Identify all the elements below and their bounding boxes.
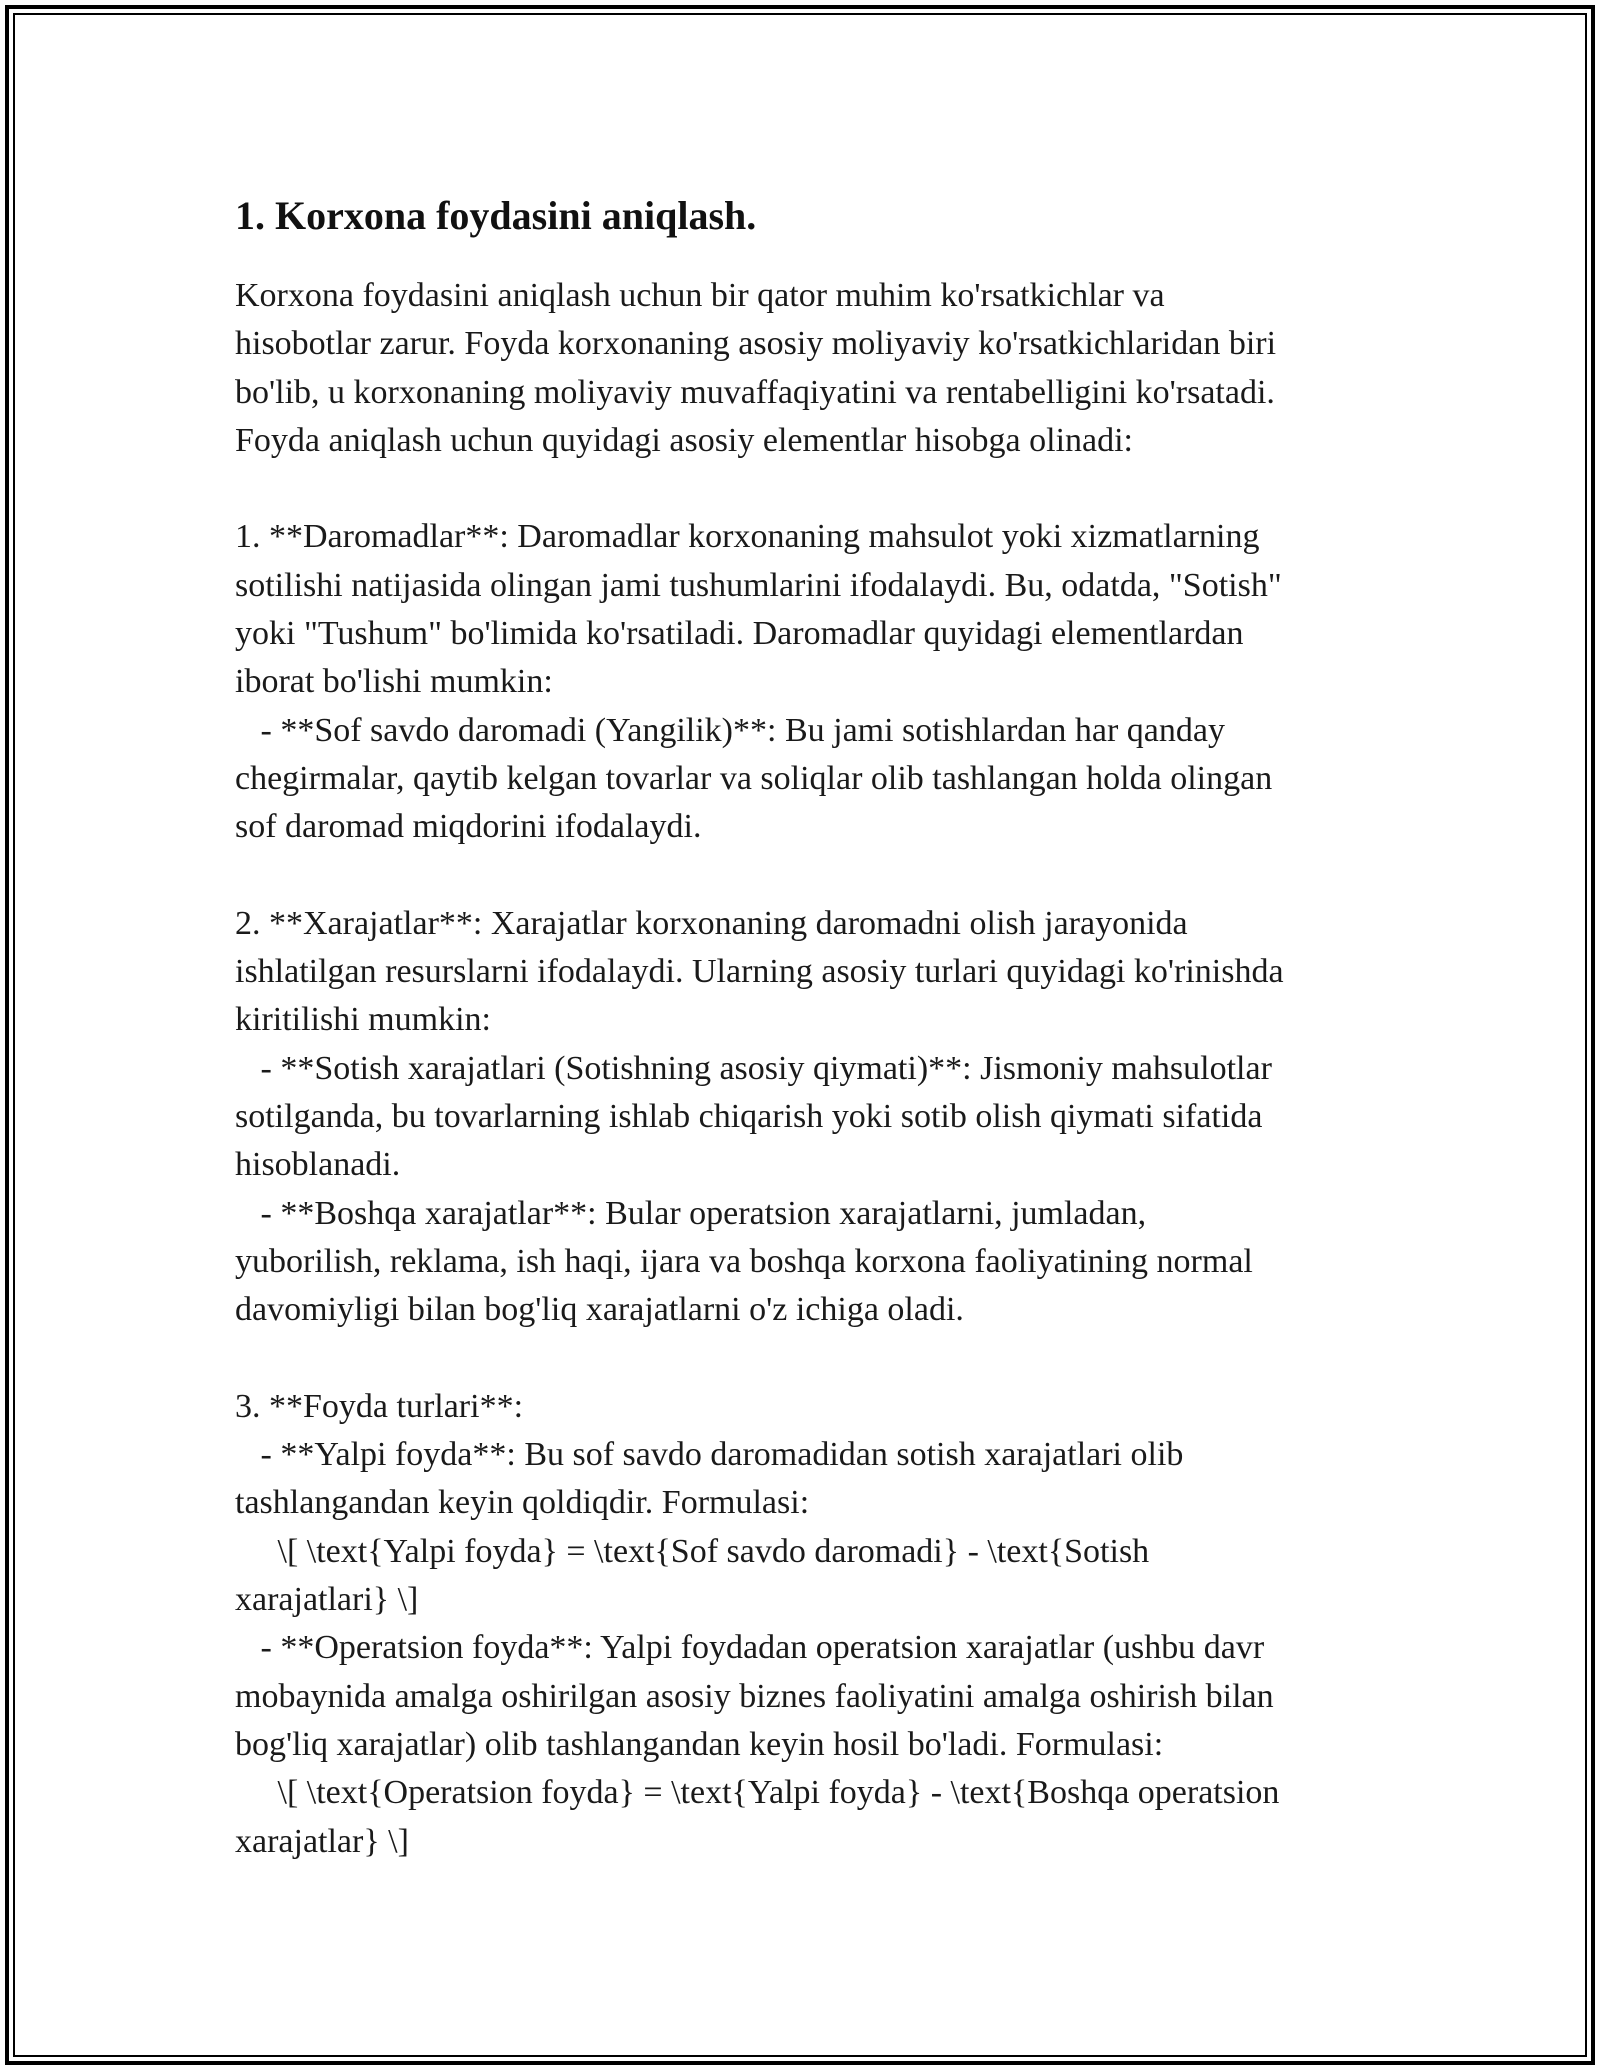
text-line: Korxona foydasini aniqlash uchun bir qator muhim ko'rsatkichlar va	[235, 277, 1165, 314]
text-line: sotilishi natijasida olingan jami tushumlarini ifodalaydi. Bu, odatda, "Sotish"	[235, 566, 1282, 604]
text-line: sof daromad miqdorini ifodalaydi.	[235, 808, 702, 846]
text-line: - **Yalpi foyda**: Bu sof savdo daromadidan sotish xarajatlari olib	[235, 1436, 1184, 1474]
blank-line	[235, 465, 1385, 513]
text-line: xarajatlar} \]	[235, 1822, 409, 1860]
text-line: sotilganda, bu tovarlarning ishlab chiqarish yoki sotib olish qiymati sifatida	[235, 1098, 1263, 1136]
blank-line	[235, 852, 1385, 900]
text-line: hisobotlar zarur. Foyda korxonaning asosiy moliyaviy ko'rsatkichlaridan biri	[235, 325, 1277, 363]
text-line: yuborilish, reklama, ish haqi, ijara va boshqa korxona faoliyatining normal	[235, 1242, 1253, 1280]
text-line: - **Operatsion foyda**: Yalpi foydadan operatsion xarajatlar (ushbu davr	[235, 1629, 1265, 1667]
text-line: davomiyligi bilan bog'liq xarajatlarni o'z ichiga oladi.	[235, 1291, 964, 1329]
text-line: Foyda aniqlash uchun quyidagi asosiy elementlar hisobga olinadi:	[235, 421, 1133, 459]
text-line: 3. **Foyda turlari**:	[235, 1387, 524, 1425]
text-line: \[ \text{Operatsion foyda} = \text{Yalpi foyda} - \text{Boshqa operatsion	[235, 1774, 1280, 1812]
text-line: \[ \text{Yalpi foyda} = \text{Sof savdo daromadi} - \text{Sotish	[235, 1532, 1150, 1570]
text-line: tashlangandan keyin qoldiqdir. Formulasi:	[235, 1484, 810, 1522]
text-line: mobaynida amalga oshirilgan asosiy biznes faoliyatini amalga oshirish bilan	[235, 1677, 1274, 1715]
text-line: - **Sotish xarajatlari (Sotishning asosiy qiymati)**: Jismoniy mahsulotlar	[235, 1049, 1272, 1087]
text-line: ishlatilgan resurslarni ifodalaydi. Ularning asosiy turlari quyidagi ko'rinishda	[235, 953, 1284, 991]
text-line: iborat bo'lishi mumkin:	[235, 663, 553, 701]
section-heading: 1. Korxona foydasini aniqlash.	[235, 193, 757, 238]
text-line: 2. **Xarajatlar**: Xarajatlar korxonaning daromadni olish jarayonida	[235, 904, 1188, 942]
text-line: kiritilishi mumkin:	[235, 1001, 491, 1039]
text-line: 1. **Daromadlar**: Daromadlar korxonaning mahsulot yoki xizmatlarning	[235, 518, 1260, 556]
text-line: bo'lib, u korxonaning moliyaviy muvaffaqiyatini va rentabelligini ko'rsatadi.	[235, 373, 1275, 411]
text-line: xarajatlari} \]	[235, 1581, 419, 1619]
text-line: - **Sof savdo daromadi (Yangilik)**: Bu jami sotishlardan har qanday	[235, 711, 1225, 749]
text-line: hisoblanadi.	[235, 1146, 401, 1184]
text-line: chegirmalar, qaytib kelgan tovarlar va soliqlar olib tashlangan holda olingan	[235, 759, 1273, 797]
document-text	[235, 272, 1385, 1866]
text-line: bog'liq xarajatlar) olib tashlangandan keyin hosil bo'ladi. Formulasi:	[235, 1725, 1164, 1763]
text-line: yoki "Tushum" bo'limida ko'rsatiladi. Daromadlar quyidagi elementlardan	[235, 615, 1244, 653]
document-body	[235, 188, 1385, 1866]
blank-line	[235, 1335, 1385, 1383]
text-line: - **Boshqa xarajatlar**: Bular operatsion xarajatlarni, jumladan,	[235, 1194, 1147, 1232]
